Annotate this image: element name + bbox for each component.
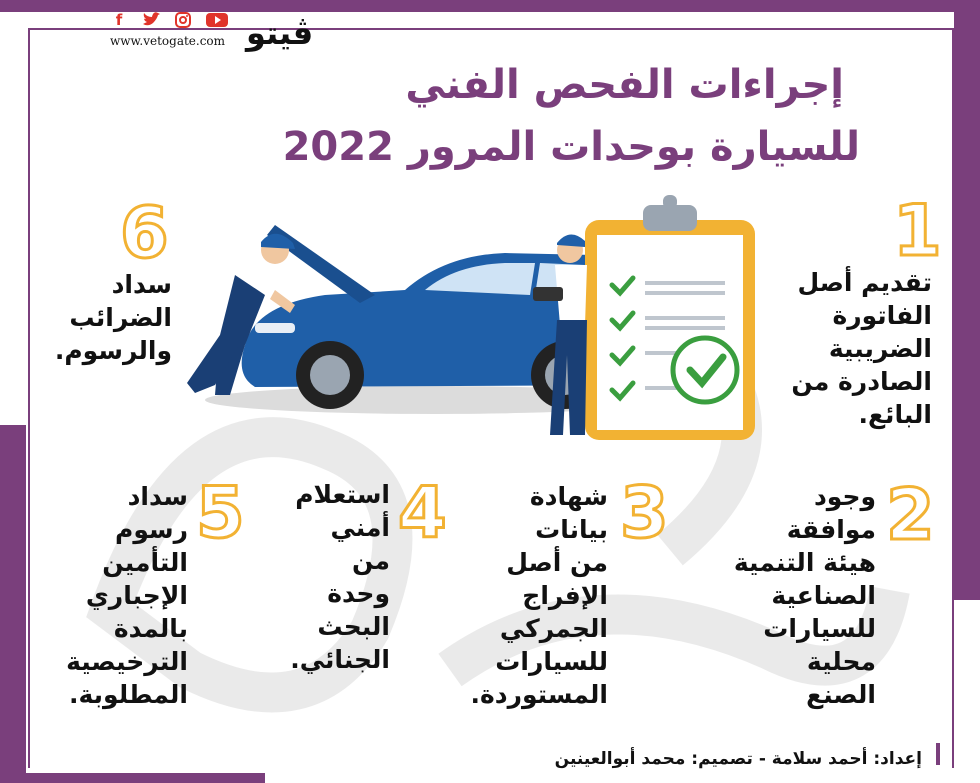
step-4-text: استعلام أمني من وحدة البحث الجنائي. xyxy=(290,480,390,674)
title-line-2: للسيارة بوحدات المرور 2022 xyxy=(282,124,860,170)
frame-right xyxy=(954,0,980,600)
youtube-icon[interactable] xyxy=(206,12,224,28)
step-3-number: 3 xyxy=(620,472,669,554)
step-5-text: سداد رسوم التأمين الإجباري بالمدة الترخيصية المطلوبة. xyxy=(66,482,188,709)
step-6-text: سداد الضرائب والرسوم. xyxy=(54,270,172,365)
brand-header xyxy=(106,10,346,60)
step-2-number: 2 xyxy=(886,474,935,556)
brand-logo-text: ڤيتو xyxy=(246,14,314,52)
site-url[interactable]: www.vetogate.com xyxy=(110,34,226,48)
twitter-icon[interactable] xyxy=(142,12,160,28)
footer-credits: إعداد: أحمد سلامة - تصميم: محمد أبوالعينين xyxy=(554,749,922,769)
footer-accent-bar xyxy=(936,743,940,765)
social-icons xyxy=(110,12,224,28)
step-2-text: وجود موافقة هيئة التنمية الصناعية للسيارات محلية الصنع xyxy=(733,482,876,709)
step-3-text: شهادة بيانات من أصل الإفراج الجمركي للسيارات المستوردة. xyxy=(470,482,608,709)
instagram-icon[interactable] xyxy=(174,12,192,28)
car-inspection-illustration xyxy=(175,195,775,445)
facebook-icon[interactable]: f xyxy=(115,11,123,29)
step-4-number: 4 xyxy=(398,472,447,554)
step-6-number: 6 xyxy=(120,192,169,274)
title-line-1: إجراءات الفحص الفني xyxy=(405,62,844,108)
step-1-number: 1 xyxy=(893,190,942,272)
step-1-text: تقديم أصل الفاتورة الضريبية الصادرة من البائع. xyxy=(791,268,932,429)
step-5-number: 5 xyxy=(196,472,245,554)
frame-left xyxy=(0,425,26,783)
clipboard-checklist-icon xyxy=(585,195,755,440)
frame-bottom xyxy=(0,773,265,783)
